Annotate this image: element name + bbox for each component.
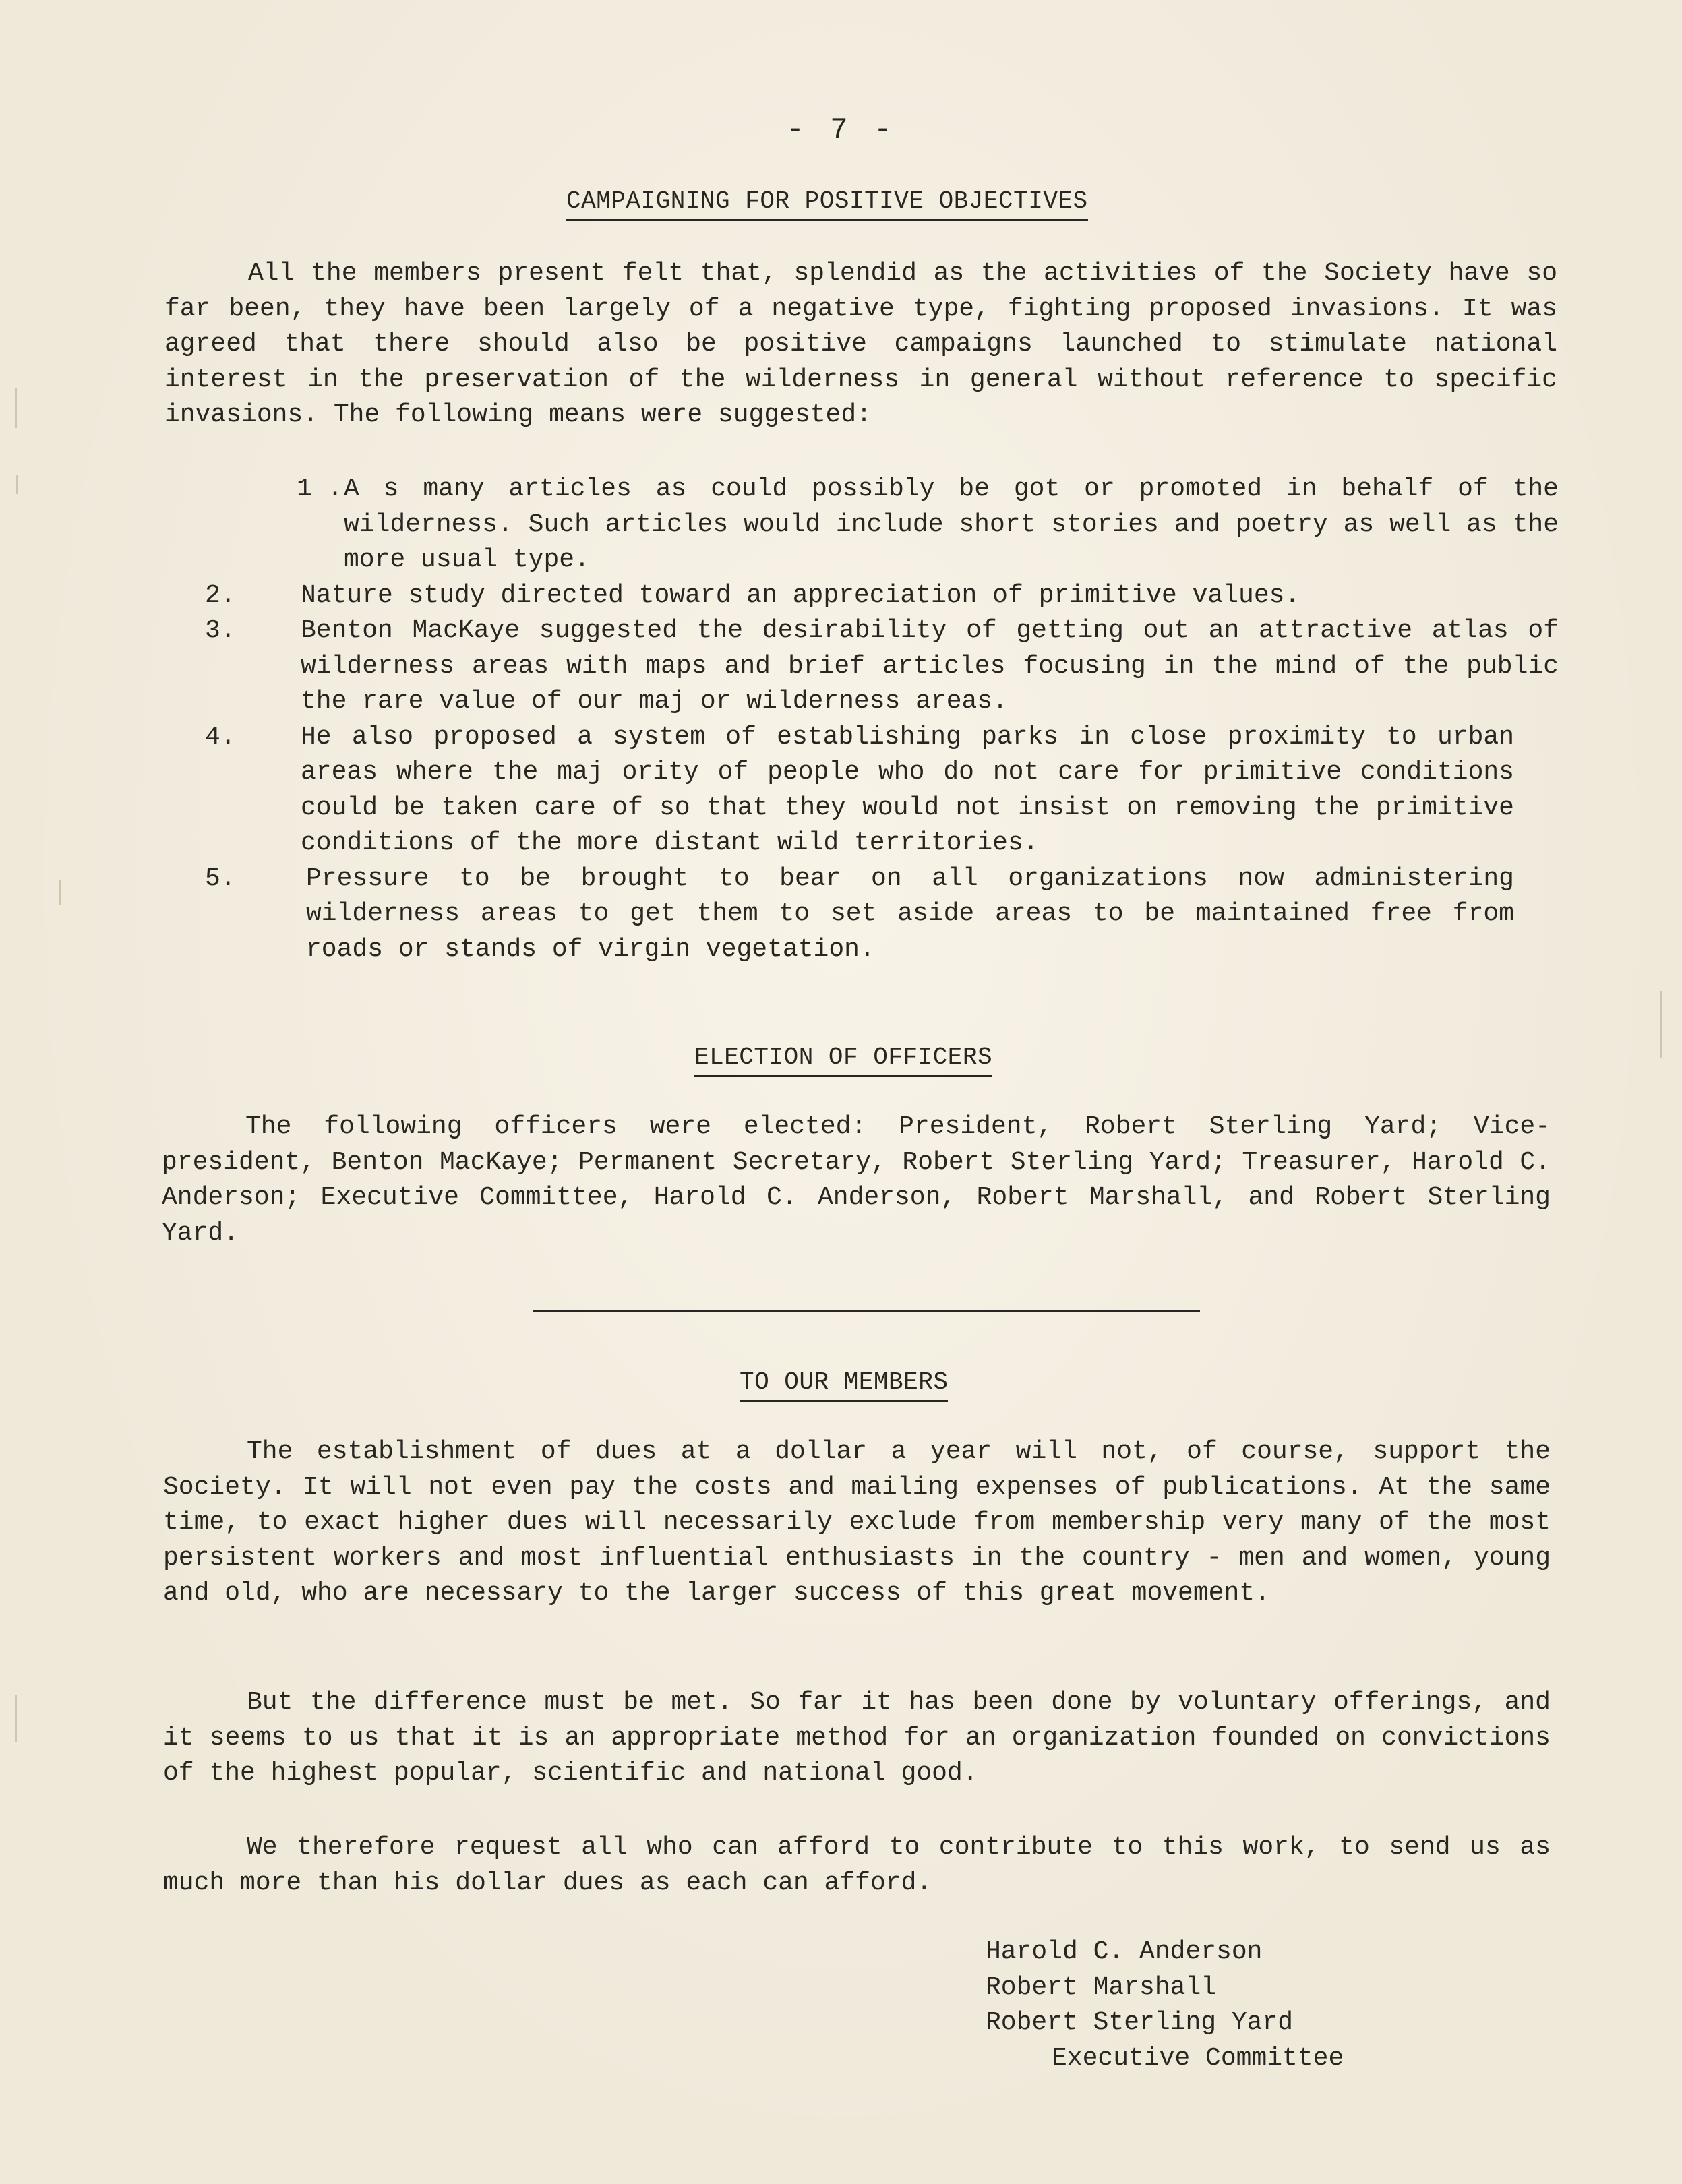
list-item-number: 4. [205, 722, 236, 752]
signatory-name: Robert Sterling Yard [986, 2008, 1294, 2037]
list-item [205, 861, 1514, 968]
list-item-text: A s many articles as could possibly be got or promoted in behalf of the wilderness. Such articles would include short stories and poetry as well as the more usual type. [344, 475, 1559, 574]
list-item-text: Pressure to be brought to bear on all organizations now administering wilderness areas to get them to set aside areas to be maintained free from roads or stands of virgin vegetation. [306, 863, 1514, 964]
section-heading-election: ELECTION OF OFFICERS [694, 1043, 992, 1077]
paper-mark [15, 388, 17, 428]
list-item [251, 472, 1559, 578]
list-item-text: Benton MacKaye suggested the desirability of getting out an attractive atlas of wilderness areas with maps and brief articles focusing in the mind of the public the rare value of our maj or wilderness areas. [301, 616, 1559, 716]
paper-mark [1660, 991, 1662, 1058]
list-item-number: 5. [205, 863, 236, 893]
paper-mark [15, 1695, 17, 1742]
list-item [205, 720, 1514, 861]
list-item-text: Nature study directed toward an appreciation of primitive values. [301, 580, 1300, 610]
section-heading-campaign: CAMPAIGNING FOR POSITIVE OBJECTIVES [566, 187, 1088, 221]
list-item-number: 3. [205, 616, 236, 645]
signature-block [986, 1935, 1344, 2076]
members-paragraph-2: But the difference must be met. So far it has been done by voluntary offerings, and it seems to us that it is an appropriate method for an organization founded on convictions of the highest popular, scientific and national good. [163, 1688, 1551, 1788]
list-item-number: 2. [205, 580, 236, 610]
list-item-text: He also proposed a system of establishing parks in close proximity to urban areas where the maj ority of people who do not care for primitive conditions could be taken care of so that they would not insist on removing the primitive conditions of the more distant wild territories. [301, 722, 1514, 857]
signatory-name: Robert Marshall [986, 1972, 1217, 2002]
section-heading-members: TO OUR MEMBERS [740, 1368, 948, 1402]
election-paragraph: The following officers were elected: President, Robert Sterling Yard; Vice-president, Benton MacKaye; Permanent Secretary, Robert Sterling Yard; Treasurer, Harold C. Anderson; Executive Committee, Harold C. Anderson, Robert Marshall, and Robert Sterling Yard. [162, 1112, 1551, 1248]
list-item [205, 578, 1559, 614]
page-number: - 7 - [786, 113, 896, 147]
paper-mark [16, 475, 18, 494]
members-paragraph-3: We therefore request all who can afford to contribute to this work, to send us as much more than his dollar dues as each can afford. [163, 1833, 1551, 1898]
signatory-title: Executive Committee [1052, 2043, 1344, 2073]
paper-mark [59, 880, 61, 905]
list-item-number: 1 . [297, 475, 343, 504]
section-divider [533, 1310, 1200, 1312]
signatory-name: Harold C. Anderson [986, 1937, 1263, 1966]
members-paragraph-1: The establishment of dues at a dollar a year will not, of course, support the Society. It will not even pay the costs and mailing expenses of publications. At the same time, to exact higher dues will necessarily exclude from membership very many of the most persistent workers and most influential enthusiasts in the country - men and women, young and old, who are necessary to the larger success of this great movement. [163, 1437, 1551, 1608]
list-item [205, 613, 1559, 720]
suggested-means-list [205, 472, 1559, 967]
campaign-intro-paragraph: All the members present felt that, splendid as the activities of the Society have so far been, they have been largely of a negative type, fighting proposed invasions. It was agreed that there should also be positive campaigns launched to stimulate national interest in the preservation of the wilderness in general without reference to specific invasions. The following means were suggested: [164, 259, 1557, 429]
